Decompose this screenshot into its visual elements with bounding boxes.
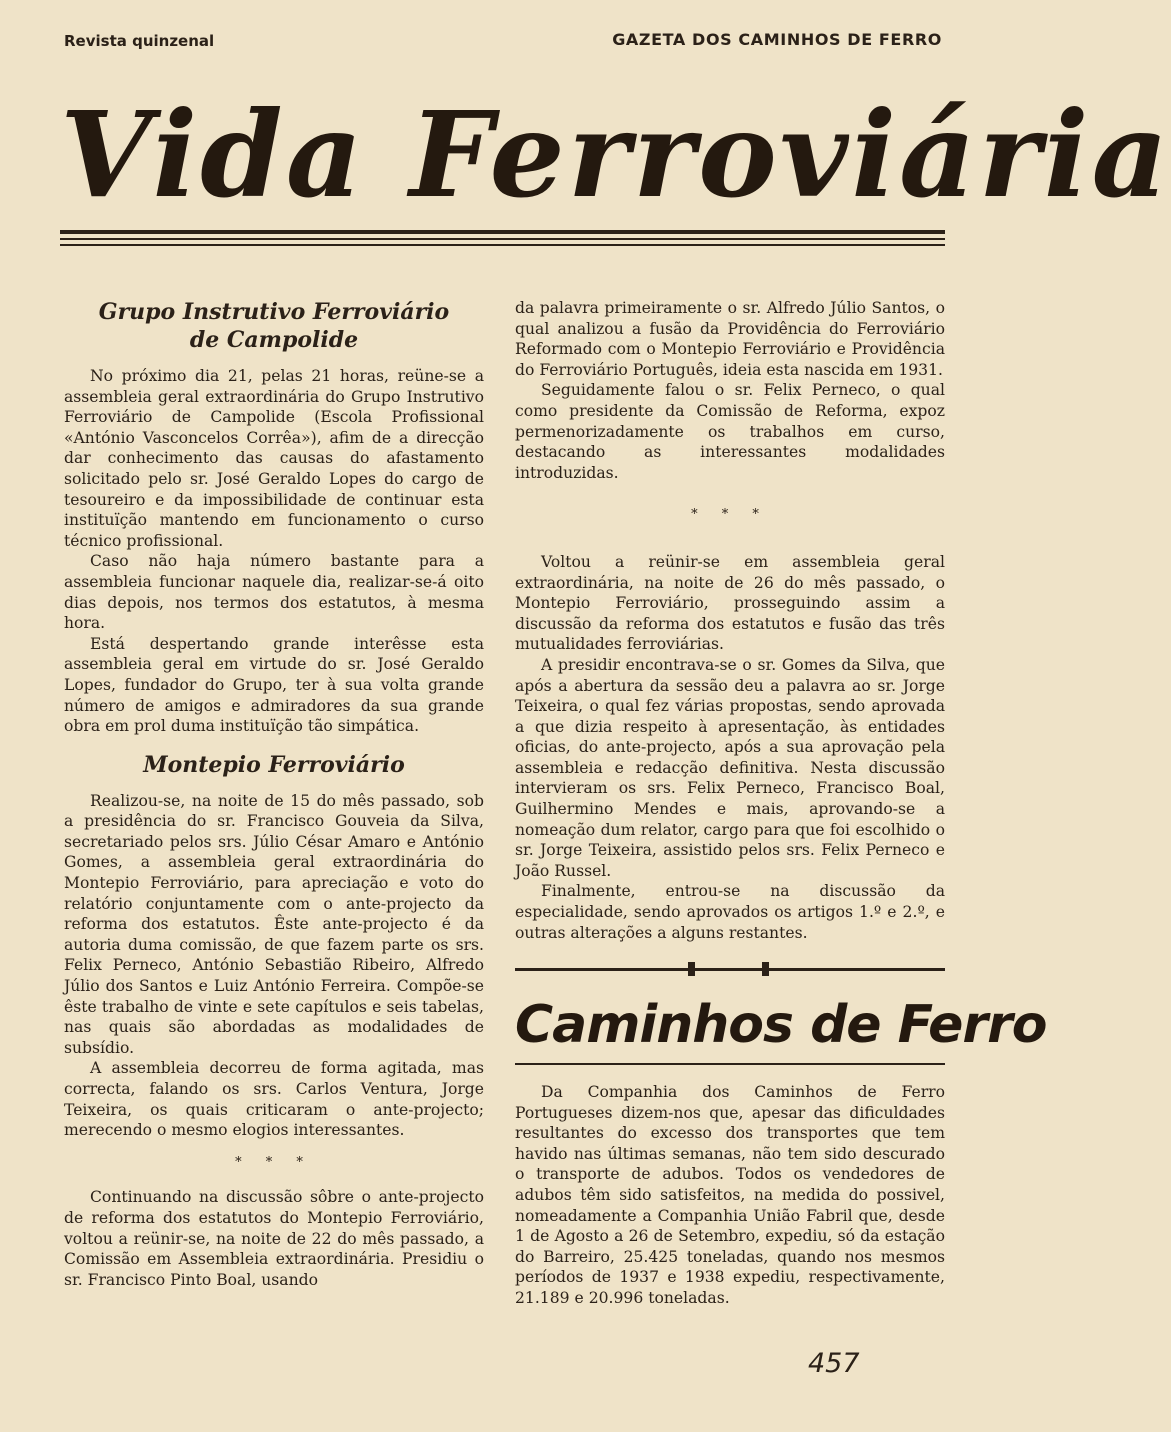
divider-ornament <box>688 962 695 976</box>
section-separator: * * * <box>691 507 769 523</box>
left-column <box>64 298 484 1290</box>
page-number: 457 <box>808 1348 860 1379</box>
paragraph: Está despertando grande interêsse esta assembleia geral em virtude do sr. José Geraldo Lopes, fundador do Grupo, ter à sua volta grande número de amigos e admiradores da sua grande obra em prol duma instituïção tão simpática. <box>64 634 484 736</box>
caminhos-article <box>515 1082 945 1309</box>
header-left: Revista quinzenal <box>64 32 215 50</box>
paragraph: Finalmente, entrou-se na discussão da especialidade, sendo aprovados os artigos 1.º e 2.º, e outras alterações a alguns restantes. <box>515 882 945 942</box>
paragraph: Realizou-se, na noite de 15 do mês passado, sob a presidência do sr. Francisco Gouveia da Silva, secretariado pelos srs. Júlio César Amaro e António Gomes, a assembleia geral extraordinária do Montepio Ferroviário, para apreciação e voto do relatório conjuntamente com o ante-projecto da reforma dos estatutos. Êste ante-projecto é da autoria duma comissão, de que fazem parte os srs. Felix Perneco, António Sebastião Ribeiro, Alfredo Júlio dos Santos e Luiz António Ferreira. Compõe-se êste trabalho de vinte e sete capítulos e seis tabelas, nas quais são abordadas as modalidades de subsídio. <box>64 791 484 1057</box>
header-right: GAZETA DOS CAMINHOS DE FERRO <box>612 30 942 49</box>
divider-ornament <box>762 962 769 976</box>
caminhos-title: Caminhos de Ferro <box>515 995 1047 1055</box>
title-underline <box>515 1063 945 1065</box>
paragraph: Caso não haja número bastante para a assembleia funcionar naquele dia, realizar-se-á oito dias depois, nos termos dos estatutos, à mesma hora. <box>64 552 484 633</box>
paragraph: A presidir encontrava-se o sr. Gomes da Silva, que após a abertura da sessão deu a palavra ao sr. Jorge Teixeira, o qual fez várias propostas, sendo aprovada a que dizia respeito à apresentação, às entidades oficias, do ante-projecto, após a sua aprovação pela assembleia e redacção definitiva. Nesta discussão intervieram os srs. Felix Perneco, Francisco Boal, Guilhermino Mendes e mais, aprovando-se a nomeação dum relator, cargo para que foi escolhido o sr. Jorge Teixeira, assistido pelos srs. Felix Perneco e João Russel. <box>515 655 945 880</box>
paragraph: Continuando na discussão sôbre o ante-projecto de reforma dos estatutos do Montepio Ferroviário, voltou a reünir-se, na noite de 22 do mês passado, a Comissão em Assembleia extraordinária. Presidiu o sr. Francisco Pinto Boal, usando <box>64 1188 484 1289</box>
paragraph: No próximo dia 21, pelas 21 horas, reüne-se a assembleia geral extraordinária do Grupo Instrutivo Ferroviário de Campolide (Escola Profissional «António Vasconcelos Corrêa»), afim de a direcção dar conhecimento das causas do afastamento solicitado pelo sr. José Geraldo Lopes do cargo de tesoureiro e da impossibilidade de continuar esta instituïção mantendo em funcionamento o curso técnico profissional. <box>64 367 484 550</box>
masthead-rule <box>60 238 945 240</box>
masthead-title: Vida Ferroviária <box>60 85 1171 224</box>
section-title: de Campolide <box>189 327 359 353</box>
paragraph: da palavra primeiramente o sr. Alfredo Júlio Santos, o qual analizou a fusão da Providência do Ferroviário Reformado com o Montepio Ferroviário e Providência do Ferroviário Português, ideia esta nascida em 1931. <box>515 299 945 379</box>
section-separator: * * * <box>235 1154 313 1170</box>
paragraph: Voltou a reünir-se em assembleia geral extraordinária, na noite de 26 do mês passado, o Montepio Ferroviário, prosseguindo assim a discussão da reforma dos estatutos e fusão das três mutualidades ferroviárias. <box>515 552 945 654</box>
masthead-rule <box>60 244 945 246</box>
paragraph: A assembleia decorreu de forma agitada, mas correcta, falando os srs. Carlos Ventura, Jorge Teixeira, os quais criticaram o ante-projecto; merecendo o mesmo elogios interessantes. <box>64 1059 484 1140</box>
section-title: Montepio Ferroviário <box>143 751 405 778</box>
masthead-rule <box>60 230 945 234</box>
section-divider <box>515 968 945 971</box>
paragraph: Seguidamente falou o sr. Felix Perneco, o qual como presidente da Comissão de Reforma, expoz permenorizadamente os trabalhos em curso, destacando as interessantes modalidades introduzidas. <box>515 381 945 482</box>
right-column <box>515 298 945 943</box>
paragraph: Da Companhia dos Caminhos de Ferro Portugueses dizem-nos que, apesar das dificuldades resultantes do excesso dos transportes que tem havido nas últimas semanas, não tem sido descurado o transporte de adubos. Todos os vendedores de adubos têm sido satisfeitos, na medida do possivel, nomeadamente a Companhia União Fabril que, desde 1 de Agosto a 26 de Setembro, expediu, só da estação do Barreiro, 25.425 toneladas, quando nos mesmos períodos de 1937 e 1938 expediu, respectivamente, 21.189 e 20.996 toneladas. <box>515 1083 945 1307</box>
section-title: Grupo Instrutivo Ferroviário <box>98 299 450 325</box>
